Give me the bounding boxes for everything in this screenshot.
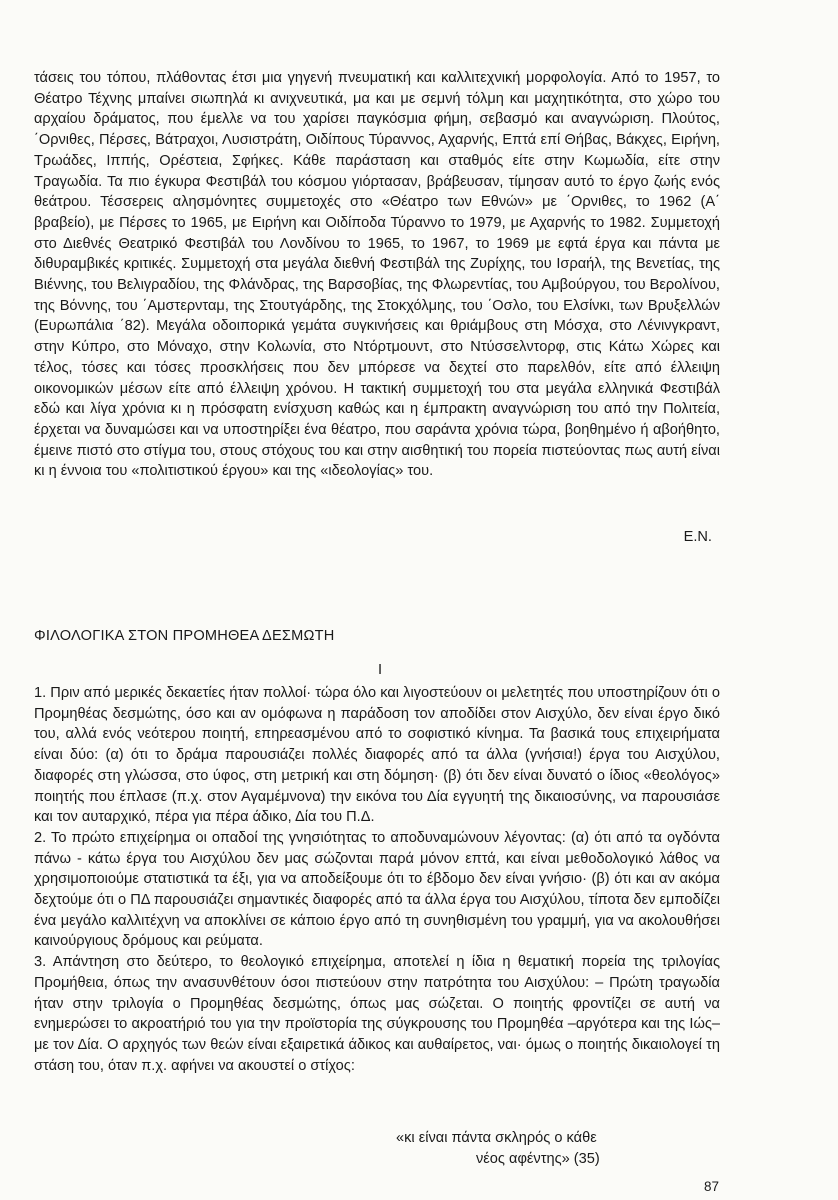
article2-body (34, 683, 720, 1076)
verse-quote (396, 1128, 656, 1169)
article1-body (34, 68, 720, 482)
page-number: 87 (704, 1179, 720, 1194)
author-signature: Ε.Ν. (683, 529, 712, 545)
paragraph-2: 2. Το πρώτο επιχείρημα οι οπαδοί της γνησιότητας το αποδυναμώνουν λέγοντας: (α) ότι από τα ογδόντα πάνω - κάτω έργα του Αισχύλου δεν μας σώζονται παρά μόνον επτά, και είναι μεθοδολογικό λάθος να χρησιμοποιούμε στατιστικά τα έξι, για να αποδείξουμε ότι το έβδομο δεν είναι γνήσιο· (β) ότι και αν ακόμα δεχτούμε ότι ο ΠΔ παρουσιάζει σημαντικές διαφορές από τα άλλα έργα του Αισχύλου, τίποτα δεν εμποδίζει ένα μεγάλο καλλιτέχνη να αποκλίνει σε κάποιο έργο από τη συνηθισμένη του γραμμή, για να ακολουθήσει καινούργιους δρόμους και ρεύματα. (34, 829, 720, 950)
verse-line-1: «κι είναι πάντα σκληρός ο κάθε (396, 1130, 597, 1146)
section-number: I (377, 662, 383, 678)
article2-heading: ΦΙΛΟΛΟΓΙΚΑ ΣΤΟΝ ΠΡΟΜΗΘΕΑ ΔΕΣΜΩΤΗ (34, 628, 335, 644)
verse-line-2: νέος αφέντης» (35) (476, 1150, 600, 1167)
paragraph-1: 1. Πριν από μερικές δεκαετίες ήταν πολλοί· τώρα όλο και λιγοστεύουν οι μελετητές που υποστηρίζουν ότι ο Προμηθέας δεσμώτης, όσο και αν ομόφωνα η παράδοση τον αποδίδει στον Αισχύλο, δεν είναι έργο δικό του, αλλά ενός νεότερου ποιητή, επηρεασμένου από το σοφιστικό κίνημα. Τα βασικά τους επιχειρήματα είναι δύο: (α) ότι το δράμα παρουσιάζει πολλές διαφορές από τα άλλα (γνήσια!) έργα του Αισχύλου, διαφορές στη γλώσσα, στο ύφος, στη μετρική και στη δόμηση· (β) ότι δεν είναι δυνατό ο ίδιος «θεολόγος» ποιητής που έπλασε (π.χ. στον Αγαμέμνονα) την εικόνα του Δία εγγυητή της δικαιοσύνης, να παρουσιάσε και τον αυταρχικό, πέρα για πέρα άδικο, Δία του Π.Δ. (34, 685, 720, 826)
paragraph-3: 3. Απάντηση στο δεύτερο, το θεολογικό επιχείρημα, αποτελεί η ίδια η θεματική πορεία της τριλογίας Προμήθεια, όπως την ανασυνθέτουν όσοι πιστεύουν στην πατρότητα του Αισχύλου: – Πρώτη τραγωδία ήταν στην τριλογία ο Προμηθέας δεσμώτης, όπως μας σώζεται. Ο ποιητής φροντίζει σε αυτή να ενημερώσει το ακροατήριό του για την προϊστορία της σύγκρουσης του Προμηθέα –αργότερα και της Ιώς– με τον Δία. Ο αρχηγός των θεών είναι εξαιρετικά άδικος και αυθαίρετος, ναι· όμως ο ποιητής δικαιολογεί τη στάση του, όταν π.χ. αφήνει να ακουστεί ο στίχος: (34, 954, 720, 1074)
article1-paragraph: τάσεις του τόπου, πλάθοντας έτσι μια γηγενή πνευματική και καλλιτεχνική μορφολογία. Από το 1957, το Θέατρο Τέχνης μπαίνει σιωπηλά κι ανιχνευτικά, μα και με σεμνή τόλμη και μαχητικότητα, στο χώρο του αρχαίου δράματος, που έμελλε να του χαρίσει παγκόσμια φήμη, σεβασμό και αναγνώριση. Πλούτος, ΄Ορνιθες, Πέρσες, Βάτραχοι, Λυσιστράτη, Οιδίπους Τύραννος, Αχαρνής, Επτά επί Θήβας, Βάκχες, Ειρήνη, Τρωάδες, Ιππής, Ορέστεια, Σφήκες. Κάθε παράσταση και σταθμός είτε στην Κωμωδία, είτε στην Τραγωδία. Τα πιο έγκυρα Φεστιβάλ του κόσμου γιόρτασαν, βράβευσαν, τίμησαν αυτό το έργο ζωής ενός θεάτρου. Τέσσερεις αλησμόνητες συμμετοχές στο «Θέατρο των Εθνών» με ΄Ορνιθες, το 1962 (Α΄ βραβείο), με Πέρσες το 1965, με Ειρήνη και Οιδίποδα Τύραννο το 1979, με Αχαρνής το 1982. Συμμετοχή στο Διεθνές Θεατρικό Φεστιβάλ του Λονδίνου το 1965, το 1967, το 1969 με εφτά έργα και πάντα με διθυραμβικές κριτικές. Συμμετοχή στα μεγάλα διεθνή Φεστιβάλ της Ζυρίχης, του Ισραήλ, της Βενετίας, της Βιέννης, του Βελιγραδίου, της Φλάνδρας, της Βαρσοβίας, της Φλωρεντίας, του Αμβούργου, του Βερολίνου, της Βόννης, του ΄Αμστερνταμ, της Στουτγάρδης, της Στοκχόλμης, του ΄Οσλο, του Ελσίνκι, των Βρυξελλών (Ευρωπάλια ΄82). Μεγάλα οδοιπορικά γεμάτα συγκινήσεις και θριάμβους στη Μόσχα, στο Λένινγκραντ, στην Κύπρο, στο Μόναχο, στην Κολωνία, στο Ντόρτμουντ, στο Ντύσσελντορφ, στις Κάτω Χώρες και τέλος, τόσες και τόσες προσκλήσεις που δεν μπόρεσε να δεχτεί στο παρελθόν, είτε από έλλειψη οικονομικών μέσων είτε από έλλειψη χρόνου. Η τακτική συμμετοχή του στα μεγάλα ελληνικά Φεστιβάλ εδώ και λίγα χρόνια κι η πρόσφατη ενίσχυση καθώς και η έμπρακτη αναγνώριση του από την Πολιτεία, έρχεται να δυναμώσει και να υποστηρίξει ένα θέατρο, που σαράντα χρόνια τώρα, βοηθημένο ή αβοήθητο, έμεινε πιστό στο στίγμα του, στους στόχους του και στην αισθητική του πορεία πιστεύοντας πως αυτή είναι κι η έννοια του «πολιτιστικού έργου» και της «ιδεολογίας» του. (34, 70, 720, 480)
